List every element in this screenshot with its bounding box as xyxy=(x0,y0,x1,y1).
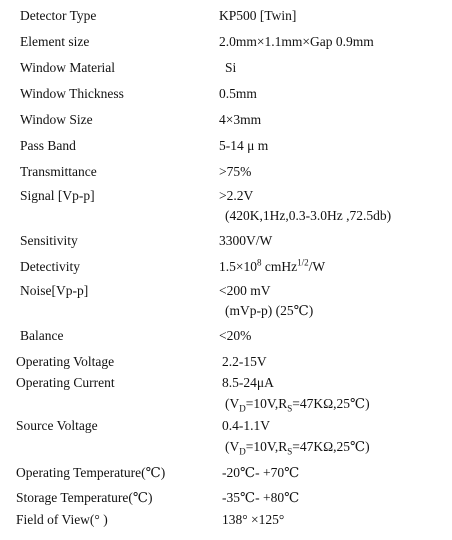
spec-label: Transmittance xyxy=(20,164,97,179)
note-part: (V xyxy=(225,396,240,411)
spec-value: 0.4-1.1V xyxy=(222,418,270,433)
spec-value: 4×3mm xyxy=(219,112,262,127)
spec-value: >2.2V xyxy=(219,188,254,203)
spec-value: <200 mV xyxy=(219,283,271,298)
spec-value xyxy=(219,259,325,275)
spec-value: Si xyxy=(225,60,237,75)
note-part: =10V,R xyxy=(245,396,288,411)
note-part: =47KΩ,25℃) xyxy=(292,439,370,454)
note-part: =10V,R xyxy=(245,439,288,454)
spec-label: Operating Current xyxy=(16,375,115,390)
spec-label: Operating Temperature(℃) xyxy=(16,465,166,480)
note-subscript: D xyxy=(239,403,246,414)
spec-value: 138° ×125° xyxy=(222,512,285,527)
spec-value-note xyxy=(225,396,370,412)
spec-label: Source Voltage xyxy=(16,418,98,433)
spec-value: >75% xyxy=(219,164,252,179)
spec-value: 0.5mm xyxy=(219,86,257,101)
detectivity-unit-tail: /W xyxy=(308,259,326,274)
spec-value: 2.0mm×1.1mm×Gap 0.9mm xyxy=(219,34,374,49)
spec-label: Detectivity xyxy=(20,259,80,274)
spec-value: -35℃- +80℃ xyxy=(222,490,300,505)
spec-label: Window Thickness xyxy=(20,86,124,101)
spec-value: 2.2-15V xyxy=(222,354,267,369)
spec-label: Window Size xyxy=(20,112,93,127)
spec-label: Balance xyxy=(20,328,64,343)
spec-value-note: (mVp-p) (25℃) xyxy=(225,303,314,318)
spec-value-note xyxy=(225,439,370,455)
spec-value: 5-14 μ m xyxy=(219,138,269,153)
detectivity-unit-exponent: 1/2 xyxy=(297,257,309,268)
spec-label: Noise[Vp-p] xyxy=(20,283,89,298)
note-part: =47KΩ,25℃) xyxy=(292,396,370,411)
spec-label: Operating Voltage xyxy=(16,354,115,369)
spec-label: Element size xyxy=(20,34,90,49)
note-subscript: S xyxy=(287,403,293,414)
spec-value-note: (420K,1Hz,0.3-3.0Hz ,72.5db) xyxy=(225,208,392,223)
detectivity-unit: cmHz xyxy=(261,259,298,274)
spec-value: 8.5-24μA xyxy=(222,375,274,390)
spec-label: Storage Temperature(℃) xyxy=(16,490,153,505)
detectivity-exponent: 8 xyxy=(257,257,262,268)
spec-label: Window Material xyxy=(20,60,116,75)
spec-label: Signal [Vp-p] xyxy=(20,188,95,203)
spec-value: -20℃- +70℃ xyxy=(222,465,300,480)
note-subscript: S xyxy=(287,446,293,457)
spec-label: Detector Type xyxy=(20,8,97,23)
spec-label: Field of View(° ) xyxy=(16,512,108,527)
spec-label: Sensitivity xyxy=(20,233,78,248)
detectivity-base: 1.5×10 xyxy=(219,259,257,274)
spec-label: Pass Band xyxy=(20,138,76,153)
spec-value: KP500 [Twin] xyxy=(219,8,297,23)
spec-value: <20% xyxy=(219,328,252,343)
note-part: (V xyxy=(225,439,240,454)
spec-value: 3300V/W xyxy=(219,233,273,248)
note-subscript: D xyxy=(239,446,246,457)
